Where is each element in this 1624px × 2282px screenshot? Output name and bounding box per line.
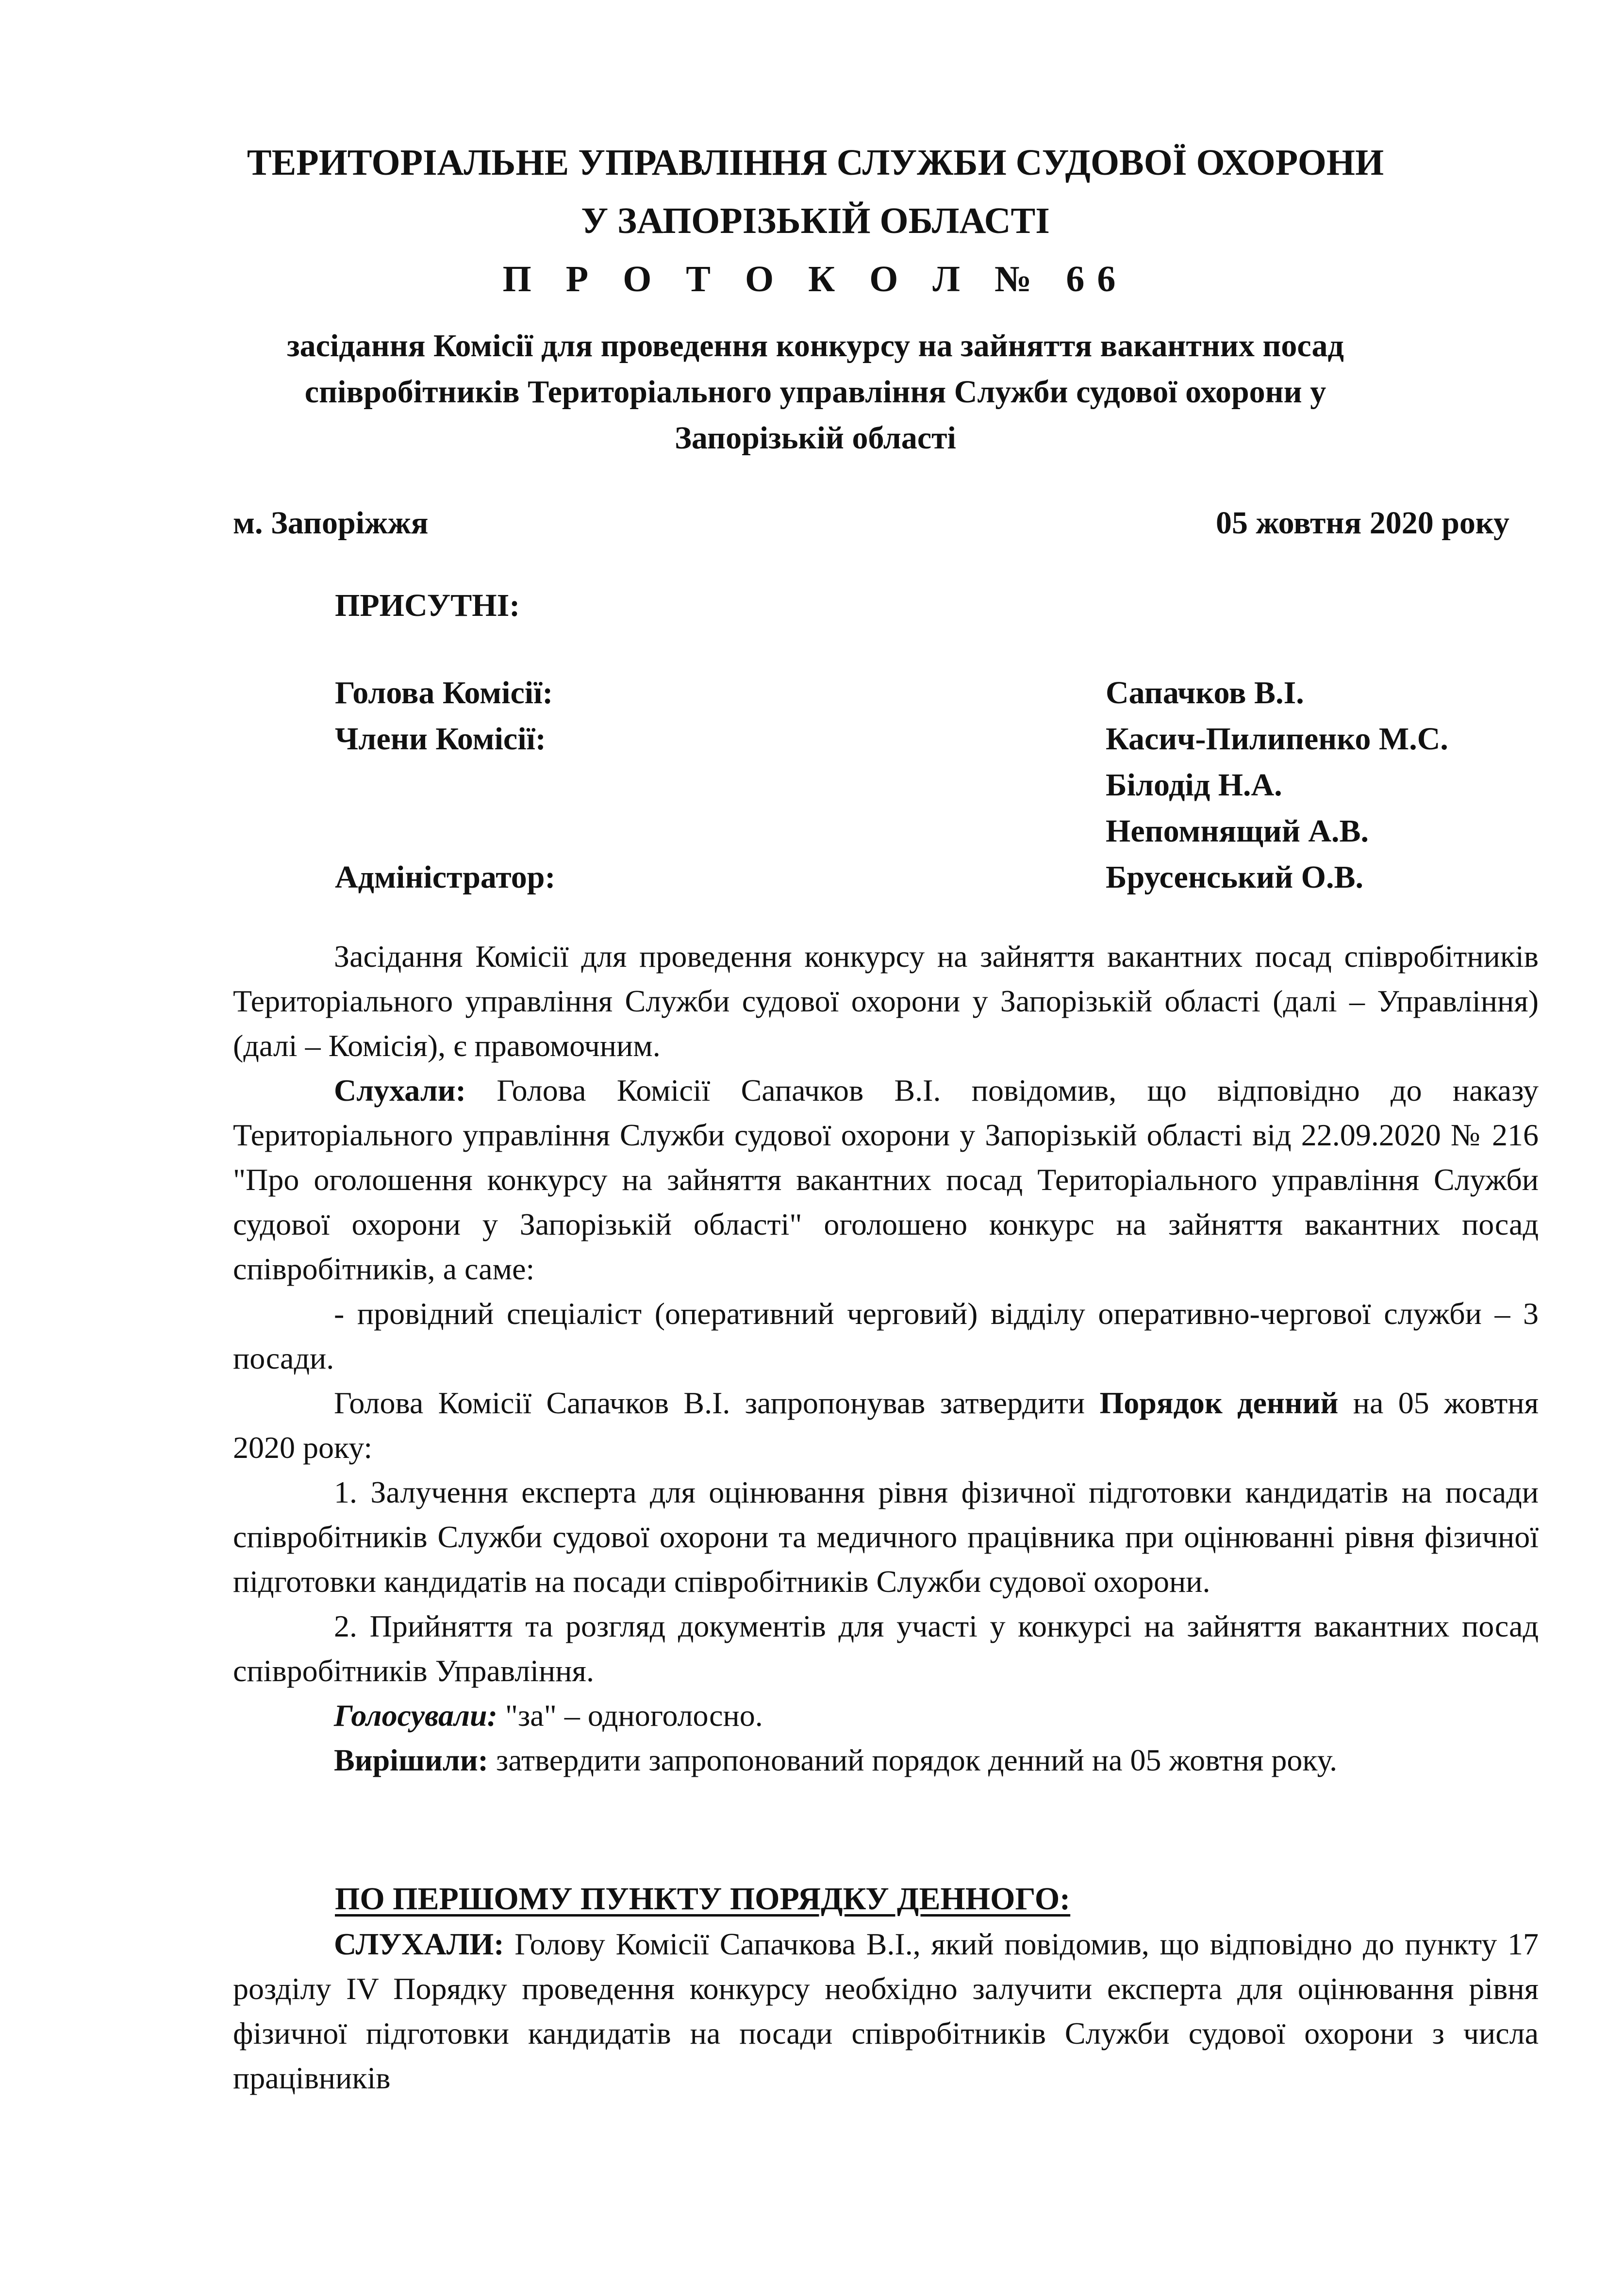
- vacancy-paragraph: - провідний спеціаліст (оперативний черговий) відділу оперативно-чергової служби – 3 посади.: [233, 1296, 1539, 1375]
- protocol-subject-line2: співробітників Територіального управління Служби судової охорони у: [304, 374, 1326, 410]
- meeting-date: 05 жовтня 2020 року: [1215, 505, 1509, 541]
- attendees-heading: ПРИСУТНІ:: [335, 588, 520, 623]
- section1-paragraph: [233, 1922, 1539, 2100]
- section1-label: СЛУХАЛИ:: [334, 1927, 504, 1961]
- protocol-subject-line3: Запорізькій області: [675, 420, 956, 456]
- heard-paragraph: [233, 1068, 1539, 1291]
- agenda-bold-text: Порядок денний: [1099, 1386, 1339, 1420]
- heard-text: Голова Комісії Сапачков В.І. повідомив, що відповідно до наказу Територіального управління Служби судової охорони у Запорізькій області від 22.09.2020 № 216 "Про оголошення конкурсу на зайняття вакантних посад Територіального управління Служби судової охорони у Запорізькій області" оголошено конкурс на зайняття вакантних посад співробітників, а саме:: [233, 1073, 1539, 1286]
- decision-paragraph: [233, 1738, 1539, 1783]
- decision-text: затвердити запропонований порядок денний на 05 жовтня року.: [488, 1743, 1338, 1777]
- chair-name: Сапачков В.І.: [1106, 675, 1304, 711]
- protocol-title: П Р О Т О К О Л № 66: [502, 259, 1128, 299]
- member-name: Касич-Пилипенко М.С.: [1106, 721, 1448, 757]
- section1-text: Голову Комісії Сапачкова В.І., який повідомив, що відповідно до пункту 17 розділу IV Порядку проведення конкурсу необхідно залучити експерта для оцінювання рівня фізичної підготовки кандидатів на посади співробітників Служби судової охорони з числа працівників: [233, 1927, 1539, 2095]
- admin-name: Брусенський О.В.: [1106, 860, 1363, 895]
- agenda-item-1: 1. Залучення експерта для оцінювання рівня фізичної підготовки кандидатів на посади співробітників Служби судової охорони та медичного працівника при оцінюванні рівня фізичної підготовки кандидатів на посади співробітників Служби судової охорони.: [233, 1475, 1539, 1599]
- agenda-proposal-tail: на 05 жовтня 2020 року:: [233, 1386, 1539, 1465]
- agenda-item-2: 2. Прийняття та розгляд документів для участі у конкурсі на зайняття вакантних посад співробітників Управління.: [233, 1609, 1539, 1688]
- vote-paragraph: [233, 1693, 1539, 1738]
- vote-label: Голосували:: [334, 1698, 497, 1733]
- chair-label: Голова Комісії:: [335, 675, 553, 711]
- agenda-proposal-paragraph: [233, 1381, 1539, 1470]
- admin-label: Адміністратор:: [335, 860, 556, 895]
- members-label: Члени Комісії:: [335, 721, 546, 757]
- decision-label: Вирішили:: [334, 1743, 488, 1777]
- protocol-subject-line1: засідання Комісії для проведення конкурсу на зайняття вакантних посад: [287, 328, 1344, 364]
- heard-label: Слухали:: [334, 1073, 466, 1108]
- meeting-city: м. Запоріжжя: [233, 505, 429, 541]
- member-name: Білодід Н.А.: [1106, 767, 1282, 803]
- org-name-line2: У ЗАПОРІЗЬКІЙ ОБЛАСТІ: [581, 200, 1050, 241]
- member-name: Непомнящий А.В.: [1106, 813, 1369, 849]
- org-name-line1: ТЕРИТОРІАЛЬНЕ УПРАВЛІННЯ СЛУЖБИ СУДОВОЇ ОХОРОНИ: [247, 142, 1384, 183]
- section1-body: [233, 1922, 1539, 2100]
- section-heading: ПО ПЕРШОМУ ПУНКТУ ПОРЯДКУ ДЕННОГО:: [335, 1881, 1071, 1917]
- agenda-proposal-text: Голова Комісії Сапачков В.І. запропонував затвердити: [334, 1386, 1100, 1420]
- protocol-body: [233, 934, 1539, 1783]
- quorum-paragraph: Засідання Комісії для проведення конкурсу на зайняття вакантних посад співробітників Територіального управління Служби судової охорони у Запорізькій області (далі – Управління) (далі – Комісія), є правомочним.: [233, 939, 1539, 1063]
- vote-text: "за" – одноголосно.: [497, 1698, 763, 1733]
